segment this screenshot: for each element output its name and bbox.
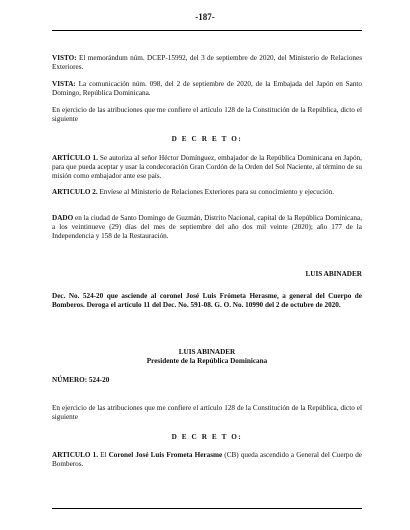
vista-label: VISTA:: [52, 80, 76, 88]
signature: LUIS ABINADER: [305, 270, 362, 278]
ejercicio-paragraph: En ejercicio de las atribuciones que me confiere el artículo 128 de la Constitución de la República, dicto el siguiente: [52, 106, 362, 123]
dado-text: en la ciudad de Santo Domingo de Guzmán, Distrito Nacional, capital de la República Dominicana, a los veintinueve (29) días del mes de septiembre del año dos mil veinte (2020); año 177 de la Independencia y 158 de la Restauración.: [52, 214, 362, 240]
article-1b-paragraph: [52, 451, 362, 469]
president-title: Presidente de la República Dominicana: [146, 357, 268, 365]
president-name: LUIS ABINADER: [178, 348, 236, 356]
article-1b-text: (CB) queda ascendido a General del Cuerpo de Bomberos.: [52, 451, 362, 468]
article-2-label: ARTICULO 2.: [52, 188, 98, 196]
visto-label: VISTO:: [52, 54, 77, 62]
article-1-label: ARTÍCULO 1.: [52, 154, 98, 162]
article-1-paragraph: [52, 154, 362, 181]
vista-text: La comunicación núm. 098, del 2 de septiembre de 2020, de la Embajada del Japón en Santo Domingo, República Dominicana.: [52, 80, 362, 97]
ejercicio-paragraph-2: En ejercicio de las atribuciones que me confiere el artículo 128 de la Constitución de la República, dicto el siguiente: [52, 404, 362, 421]
decreto-heading-2: D E C R E T O:: [171, 433, 243, 441]
vista-paragraph: [52, 80, 362, 98]
decree-summary: Dec. No. 524-20 que asciende al coronel José Luis Frómeta Herasme, a general del Cuerpo de Bomberos. Deroga el artículo 11 del Dec. No. 591-08. G. O. No. 10990 del 2 de octubre de 2020.: [52, 292, 362, 309]
dado-paragraph: [52, 214, 362, 241]
article-2-paragraph: [52, 188, 362, 197]
article-2-text: Envíese al Ministerio de Relaciones Exteriores para su conocimiento y ejecución.: [97, 188, 334, 196]
article-1b-pre: El: [98, 451, 109, 459]
visto-paragraph: [52, 54, 362, 72]
top-rule: [52, 30, 362, 31]
article-1b-label: ARTICULO 1.: [52, 451, 98, 459]
decreto-heading: D E C R E T O:: [171, 135, 243, 143]
visto-text: El memorándum núm. DCEP-15992, del 3 de septiembre de 2020, del Ministerio de Relaciones Exteriores.: [52, 54, 362, 71]
dado-label: DADO: [52, 214, 74, 222]
page-number: -187-: [195, 12, 215, 22]
bottom-rule: [52, 508, 362, 509]
decree-number: NÚMERO: 524-20: [52, 376, 110, 384]
article-1b-name: Coronel José Luis Frometa Herasme: [108, 451, 223, 459]
article-1-text: Se autoriza al señor Héctor Domínguez, embajador de la República Dominicana en Japón, para que pueda aceptar y usar la condecoración Gran Cordón de la Orden del Sol Naciente, al término de su misión como embajador ante ese país.: [52, 154, 362, 180]
